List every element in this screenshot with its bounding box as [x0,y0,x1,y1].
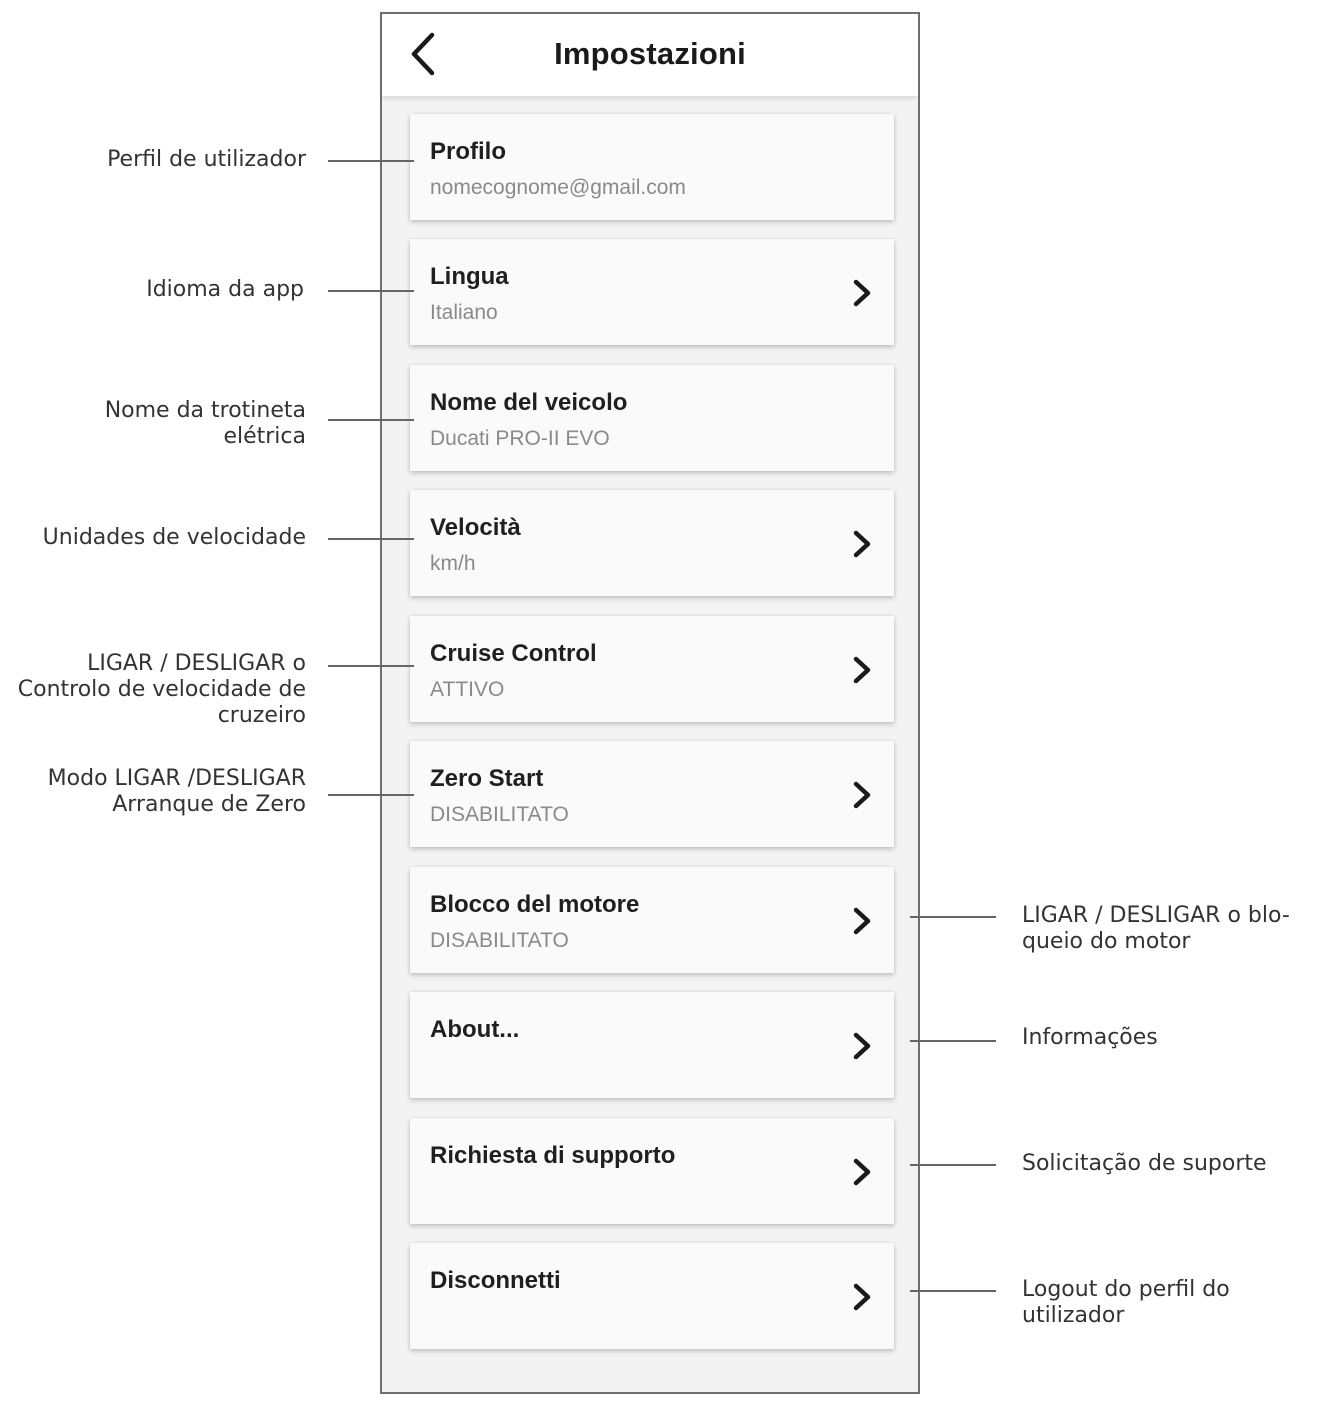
annotation-line: Nome da trotineta [104,398,306,423]
annotation-leader-line [328,160,414,162]
page-title: Impostazioni [554,36,746,71]
annotation-line: Unidades de velocidade [42,525,306,550]
chevron-right-icon [848,277,876,309]
setting-value: km/h [430,552,476,575]
annotation-profile [107,147,306,173]
chevron-right-icon [848,1156,876,1188]
annotation-line: Informações [1022,1025,1158,1050]
setting-title: Nome del veicolo [430,389,628,416]
annotation-support [1022,1151,1267,1177]
chevron-right-icon [848,1030,876,1062]
annotation-line: Arranque de Zero [112,792,306,817]
annotation-line: utilizador [1022,1303,1125,1328]
setting-title: About... [430,1016,520,1043]
setting-value: Ducati PRO-II EVO [430,427,610,450]
setting-value: DISABILITATO [430,803,569,826]
annotation-leader-line [328,290,414,292]
annotation-leader-line [910,1040,996,1042]
setting-value: ATTIVO [430,678,505,701]
setting-value: DISABILITATO [430,929,569,952]
chevron-right-icon [848,1281,876,1313]
annotation-line: Idioma da app [146,277,304,302]
annotation-line: cruzeiro [217,703,306,728]
annotation-line: elétrica [223,424,306,449]
setting-logout[interactable] [410,1243,894,1349]
annotation-logout [1022,1277,1230,1329]
setting-title: Disconnetti [430,1267,561,1294]
annotation-leader-line [910,1290,996,1292]
annotation-vehicle-name [105,398,306,450]
chevron-right-icon [848,905,876,937]
setting-cruise-control[interactable] [410,616,894,722]
annotation-speed-units [43,525,306,551]
setting-title: Zero Start [430,765,544,792]
annotation-zero-start [48,766,306,818]
annotation-engine-lock [1022,903,1290,955]
annotation-about [1022,1025,1158,1051]
chevron-right-icon [848,779,876,811]
setting-title: Lingua [430,263,509,290]
setting-title: Velocità [430,514,521,541]
annotation-leader-line [328,794,414,796]
setting-support-request[interactable] [410,1118,894,1224]
annotation-leader-line [910,916,996,918]
annotation-line: Controlo de velocidade de [17,677,306,702]
setting-vehicle-name[interactable] [410,365,894,471]
annotation-cruise-control [18,651,306,729]
annotation-line: Perfil de utilizador [107,147,306,172]
setting-value: Italiano [430,301,498,324]
annotation-leader-line [328,665,414,667]
setting-title: Cruise Control [430,640,597,667]
setting-title: Blocco del motore [430,891,640,918]
chevron-right-icon [848,654,876,686]
annotation-leader-line [328,538,414,540]
annotation-line: Solicitação de suporte [1022,1151,1267,1176]
phone-screen [380,12,920,1394]
setting-title: Richiesta di supporto [430,1142,676,1169]
setting-profile[interactable] [410,114,894,220]
annotation-line: LIGAR / DESLIGAR o [87,651,306,676]
setting-engine-lock[interactable] [410,867,894,973]
annotation-line: queio do motor [1022,929,1191,954]
setting-about[interactable] [410,992,894,1098]
annotation-line: Logout do perfil do [1022,1277,1230,1302]
chevron-right-icon [848,528,876,560]
setting-speed[interactable] [410,490,894,596]
setting-title: Profilo [430,138,506,165]
setting-language[interactable] [410,239,894,345]
annotation-language [146,277,304,303]
annotation-leader-line [328,419,414,421]
annotation-leader-line [910,1164,996,1166]
annotation-line: Modo LIGAR /DESLIGAR [47,766,306,791]
annotation-line: LIGAR / DESLIGAR o blo- [1022,903,1290,928]
app-bar [382,14,918,96]
setting-value: nomecognome@gmail.com [430,176,686,199]
setting-zero-start[interactable] [410,741,894,847]
